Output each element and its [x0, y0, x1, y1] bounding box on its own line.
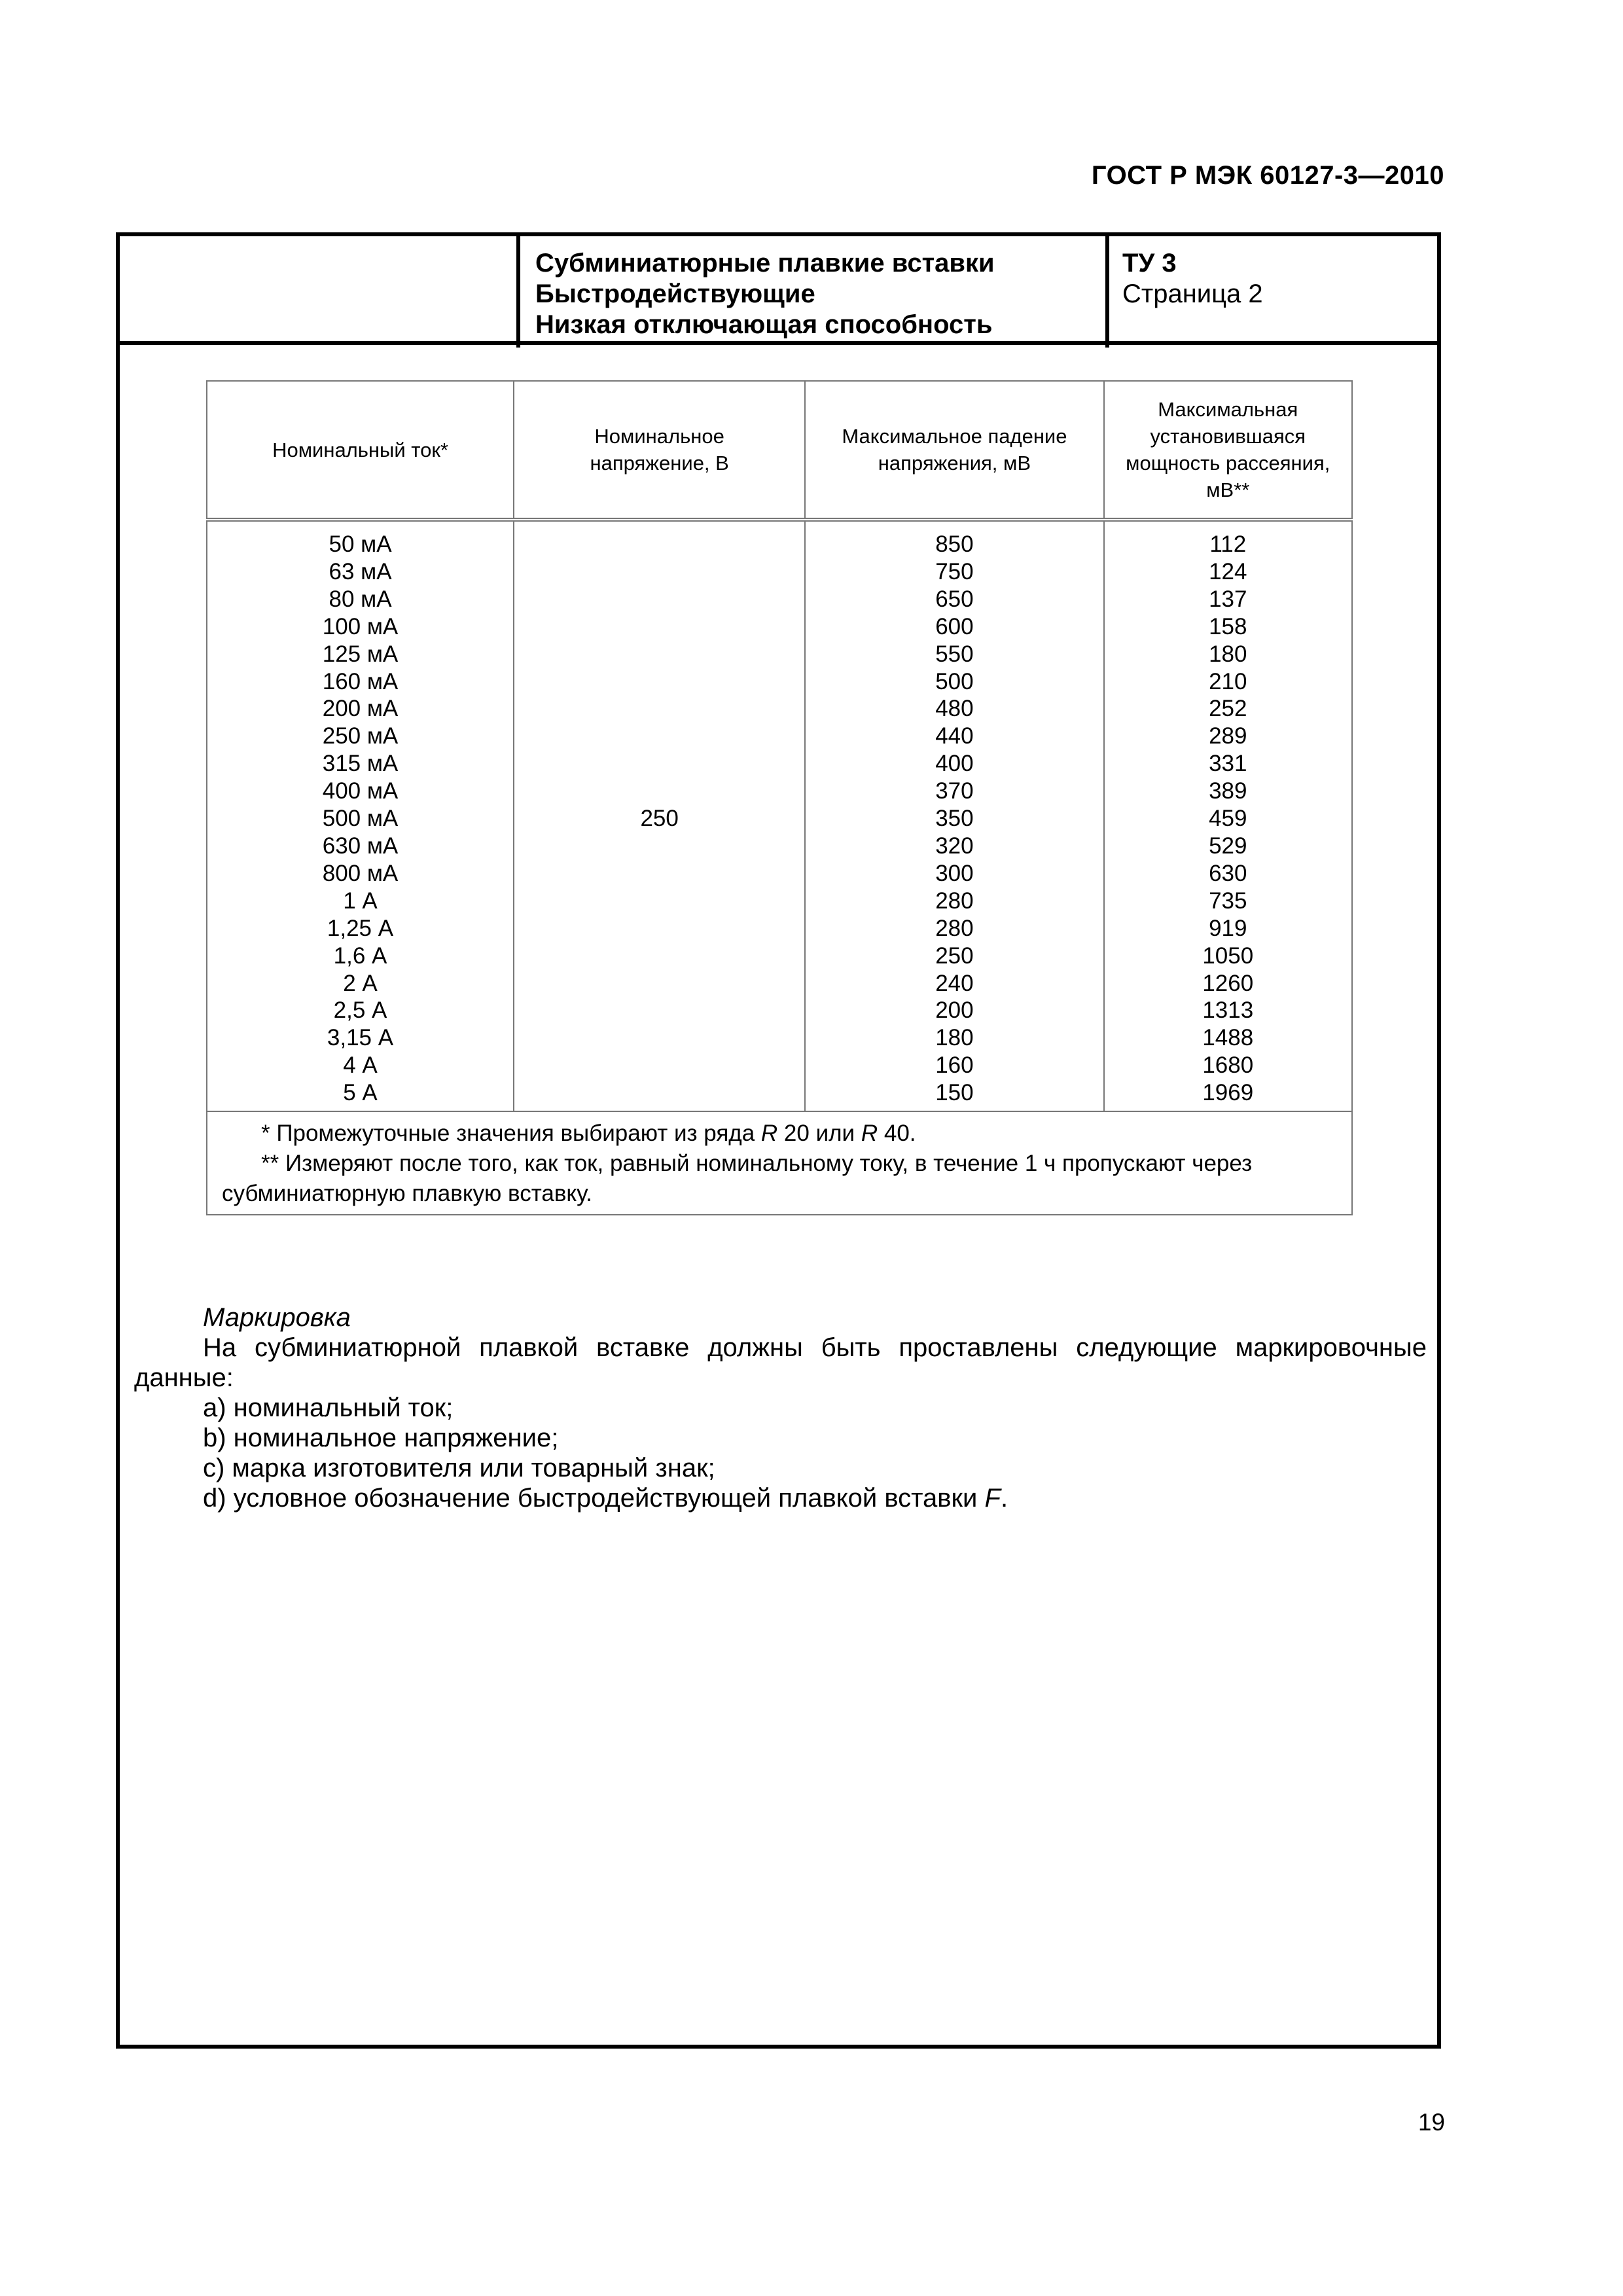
header-text: Максимальная: [1158, 398, 1298, 421]
rated-current-value: 160 мА: [322, 668, 399, 694]
voltage-drop-value: 370: [935, 778, 974, 804]
rated-current-value: 1 А: [343, 888, 378, 914]
power-dissipation-value: 1260: [1202, 970, 1254, 996]
sheet-header: [120, 236, 1437, 345]
rated-current-value: 630 мА: [322, 833, 399, 859]
note-symbol: R: [760, 1121, 778, 1147]
voltage-drop-value: 650: [935, 586, 974, 612]
voltage-drop-value: 280: [935, 915, 974, 941]
rated-voltage-cell: 250: [514, 520, 805, 1111]
power-dissipation-value: 1488: [1202, 1025, 1254, 1051]
rated-current-value: 125 мА: [322, 641, 399, 667]
power-dissipation-value: 1313: [1202, 997, 1254, 1024]
voltage-drop-value: 150: [935, 1080, 974, 1106]
voltage-drop-value: 200: [935, 997, 974, 1024]
header-divider: [516, 236, 520, 348]
marking-item: a) номинальный ток;: [203, 1393, 454, 1422]
power-dissipation-value: 331: [1209, 751, 1247, 777]
header-voltage-drop: [805, 381, 1103, 520]
voltage-drop-value: 250: [935, 942, 974, 969]
table-note-2: ** Измеряют после того, как ток, равный номинальному току, в течение 1 ч пропускают через субминиатюрную плавкую вставку.: [222, 1151, 1253, 1207]
header-text: мощность рассеяния,: [1126, 452, 1330, 475]
sheet-title: [535, 248, 995, 340]
note-text: 40.: [878, 1121, 916, 1147]
power-dissipation-value: 1050: [1202, 942, 1254, 969]
voltage-drop-value: 600: [935, 613, 974, 639]
voltage-drop-value: 500: [935, 668, 974, 694]
marking-item: b) номинальное напряжение;: [203, 1424, 559, 1452]
power-dissipation-value: 389: [1209, 778, 1247, 804]
power-dissipation-value: 630: [1209, 860, 1247, 886]
voltage-drop-value: 320: [935, 833, 974, 859]
table-note-1: [222, 1119, 1337, 1149]
marking-intro: На субминиатюрной плавкой вставке должны быть проставлены следующие маркировочные данные:: [134, 1333, 1427, 1392]
header-text: напряжения, мВ: [878, 452, 1031, 475]
rated-current-value: 1,25 А: [327, 915, 394, 941]
marking-item-text: d) условное обозначение быстродействующей плавкой вставки: [203, 1484, 985, 1513]
voltage-drop-value: 850: [935, 531, 974, 557]
sheet-tu-block: [1122, 248, 1263, 310]
sheet-title-line: Быстродействующие: [535, 279, 815, 308]
header-text: мВ**: [1206, 478, 1250, 501]
rated-current-value: 80 мА: [329, 586, 392, 612]
power-dissipation-value: 124: [1209, 558, 1247, 584]
rated-current-value: 2 А: [343, 970, 378, 996]
power-dissipation-value: 210: [1209, 668, 1247, 694]
table-header-row: [207, 381, 1352, 520]
sheet-title-line: Низкая отключающая способность: [535, 310, 993, 339]
rated-current-value: 800 мА: [322, 860, 399, 886]
rated-current-value: 315 мА: [322, 751, 399, 777]
rated-current-value: 500 мА: [322, 806, 399, 832]
voltage-drop-value: 300: [935, 860, 974, 886]
rated-current-value: 5 А: [343, 1080, 378, 1106]
header-rated-voltage: [514, 381, 805, 520]
header-text: Максимальное падение: [842, 425, 1067, 448]
power-dissipation-value: 735: [1209, 888, 1247, 914]
voltage-drop-column: [805, 520, 1103, 1111]
marking-item-text: .: [1000, 1484, 1008, 1513]
header-text: напряжение, В: [590, 452, 729, 475]
rated-current-value: 200 мА: [322, 696, 399, 722]
rated-current-value: 63 мА: [329, 558, 392, 584]
page-number: 19: [1418, 2109, 1445, 2136]
power-dissipation-value: 459: [1209, 806, 1247, 832]
sheet-title-line: Субминиатюрные плавкие вставки: [535, 249, 995, 278]
fuse-type-symbol: F: [984, 1484, 1001, 1513]
voltage-drop-value: 350: [935, 806, 974, 832]
marking-item: c) марка изготовителя или товарный знак;: [203, 1454, 715, 1482]
voltage-drop-value: 180: [935, 1025, 974, 1051]
rated-current-value: 2,5 А: [333, 997, 387, 1024]
power-dissipation-value: 158: [1209, 613, 1247, 639]
table-row: [207, 520, 1352, 1111]
tu-code: ТУ 3: [1122, 249, 1177, 278]
note-symbol: R: [861, 1121, 878, 1147]
voltage-drop-value: 750: [935, 558, 974, 584]
table-notes: [207, 1111, 1352, 1215]
rated-current-column: [207, 520, 514, 1111]
voltage-drop-value: 440: [935, 723, 974, 749]
rated-current-value: 250 мА: [322, 723, 399, 749]
fuse-spec-table: [206, 380, 1353, 1215]
table-notes-row: [207, 1111, 1352, 1215]
power-dissipation-value: 1969: [1202, 1080, 1254, 1106]
power-dissipation-value: 529: [1209, 833, 1247, 859]
header-text: установившаяся: [1150, 425, 1306, 448]
voltage-drop-value: 280: [935, 888, 974, 914]
marking-title: Маркировка: [203, 1303, 351, 1332]
header-text: Номинальный ток*: [272, 438, 448, 461]
rated-current-value: 3,15 А: [327, 1025, 394, 1051]
power-dissipation-value: 289: [1209, 723, 1247, 749]
voltage-drop-value: 160: [935, 1052, 974, 1079]
header-divider: [1105, 236, 1109, 348]
power-dissipation-value: 137: [1209, 586, 1247, 612]
rated-current-value: 50 мА: [329, 531, 392, 557]
power-dissipation-value: 919: [1209, 915, 1247, 941]
header-rated-current: [207, 381, 514, 520]
marking-section: [134, 1302, 1427, 1513]
header-text: Номинальное: [594, 425, 724, 448]
rated-current-value: 4 А: [343, 1052, 378, 1079]
header-power-dissipation: [1104, 381, 1352, 520]
voltage-drop-value: 550: [935, 641, 974, 667]
note-text: * Промежуточные значения выбирают из ряда: [261, 1121, 761, 1147]
voltage-drop-value: 480: [935, 696, 974, 722]
sheet-page-label: Страница 2: [1122, 279, 1263, 308]
voltage-drop-value: 400: [935, 751, 974, 777]
power-dissipation-value: 112: [1209, 531, 1247, 557]
note-text: 20 или: [777, 1121, 861, 1147]
power-dissipation-value: 252: [1209, 696, 1247, 722]
power-dissipation-value: 1680: [1202, 1052, 1254, 1079]
marking-item: [134, 1483, 1427, 1513]
voltage-drop-value: 240: [935, 970, 974, 996]
rated-current-value: 1,6 А: [333, 942, 387, 969]
standard-code: ГОСТ Р МЭК 60127-3—2010: [1091, 161, 1444, 190]
power-dissipation-value: 180: [1209, 641, 1247, 667]
power-dissipation-column: [1104, 520, 1352, 1111]
rated-current-value: 100 мА: [322, 613, 399, 639]
rated-current-value: 400 мА: [322, 778, 399, 804]
